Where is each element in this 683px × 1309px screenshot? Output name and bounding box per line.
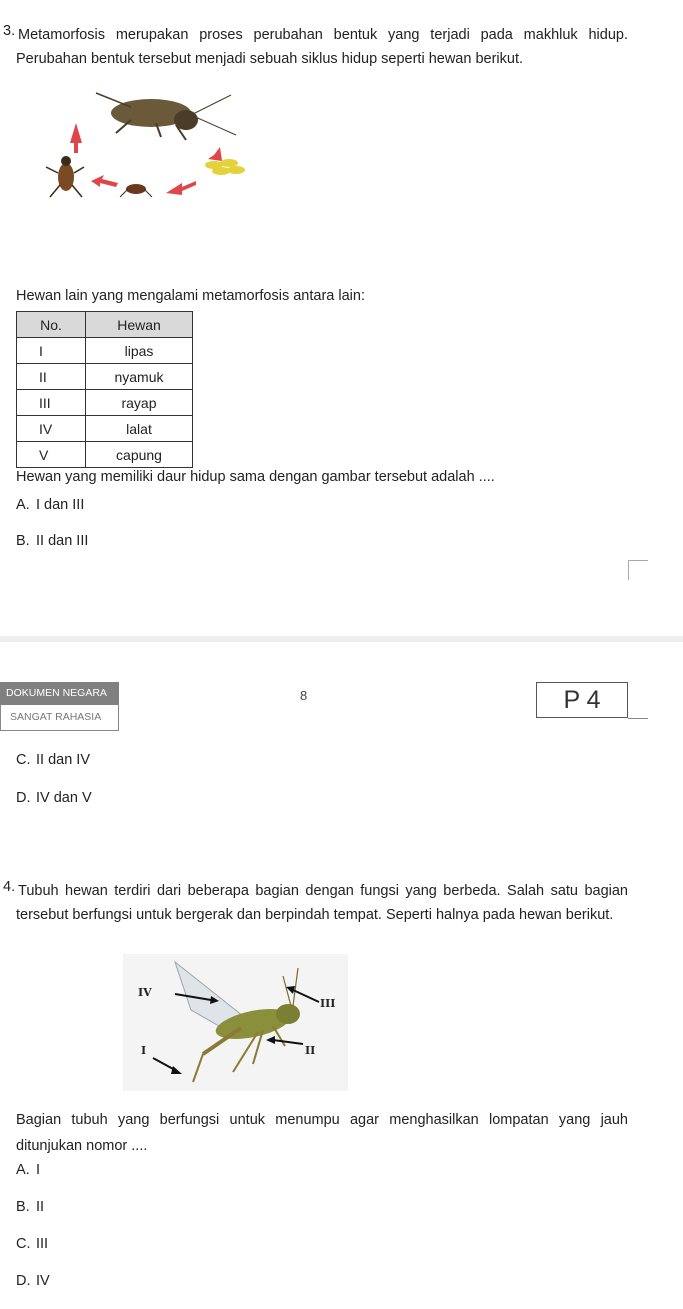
grasshopper-image [123,954,348,1091]
table-header-row [17,312,193,338]
arrow-icon [70,123,82,153]
option-text: II [36,1199,45,1215]
grasshopper-figure [123,954,348,1091]
question-text-line: tersebut berfungsi untuk bergerak dan berpindah tempat. Seperti halnya pada hewan berikut. [16,907,614,923]
table-row [17,338,193,364]
secret-label-badge: SANGAT RAHASIA [0,705,119,731]
figure-label-iv: IV [138,986,152,999]
question-number: 4. [3,879,16,895]
option-letter: C. [16,752,31,768]
page-separator [0,636,683,642]
nymph-large-image [46,156,84,197]
table-row [17,390,193,416]
table-cell-hewan: capung [86,442,193,468]
column-header-no: No. [17,312,86,338]
question-text-line: Perubahan bentuk tersebut menjadi sebuah siklus hidup seperti hewan berikut. [16,51,524,67]
option-text: I [36,1162,41,1178]
table-cell-no: IV [17,416,86,442]
option-letter: A. [16,497,30,513]
column-header-hewan: Hewan [86,312,193,338]
figure-label-ii: II [305,1044,316,1057]
option-text: I dan III [36,497,85,513]
figure-label-iii: III [320,997,336,1010]
question-4-prompt-line: Bagian tubuh yang berfungsi untuk menumpu agar menghasilkan lompatan yang jauh [16,1112,628,1128]
option-d[interactable] [16,790,92,806]
page-number: 8 [300,688,308,703]
question-4-prompt-line: ditunjukan nomor .... [16,1138,148,1154]
table-cell-hewan: lalat [86,416,193,442]
table-cell-hewan: nyamuk [86,364,193,390]
option-text: II dan IV [36,752,91,768]
option-c[interactable] [16,752,90,768]
animal-table [16,311,193,468]
table-cell-no: V [17,442,86,468]
table-row [17,364,193,390]
figure-label-i: I [141,1044,147,1057]
arrow-icon [166,181,196,195]
table-cell-no: I [17,338,86,364]
doc-label-badge: DOKUMEN NEGARA [0,682,119,705]
eggs-image [205,159,245,175]
option-text: II dan III [36,533,89,549]
page-corner-mark [628,560,648,580]
option-letter: C. [16,1236,31,1252]
table-row [17,416,193,442]
option-text: IV dan V [36,790,92,806]
nymph-small-image [120,184,152,197]
question-text-line: Tubuh hewan terdiri dari beberapa bagian dengan fungsi yang berbeda. Salah satu bagian [18,883,628,899]
question-3-prompt: Hewan yang memiliki daur hidup sama dengan gambar tersebut adalah .... [16,469,495,485]
option-b[interactable] [16,533,88,549]
option-letter: D. [16,790,31,806]
cricket-life-cycle-figure [36,85,251,210]
option-a[interactable] [16,1162,40,1178]
option-c[interactable] [16,1236,48,1252]
table-cell-no: III [17,390,86,416]
table-row [17,442,193,468]
option-a[interactable] [16,497,84,513]
adult-cricket-image [96,93,236,140]
option-letter: D. [16,1273,31,1289]
arrow-icon [204,140,222,161]
option-text: IV [36,1273,50,1289]
arrow-icon [91,175,118,187]
option-b[interactable] [16,1199,44,1215]
option-letter: A. [16,1162,30,1178]
question-number: 3. [3,23,16,39]
table-cell-hewan: lipas [86,338,193,364]
table-cell-no: II [17,364,86,390]
option-text: III [36,1236,49,1252]
question-text-line: Metamorfosis merupakan proses perubahan bentuk yang terjadi pada makhluk hidup. [18,27,628,43]
option-d[interactable] [16,1273,50,1289]
packet-underline [628,718,648,719]
intro-text: Hewan lain yang mengalami metamorfosis antara lain: [16,288,365,304]
packet-code-box: P 4 [536,682,628,718]
table-cell-hewan: rayap [86,390,193,416]
option-letter: B. [16,533,30,549]
option-letter: B. [16,1199,30,1215]
